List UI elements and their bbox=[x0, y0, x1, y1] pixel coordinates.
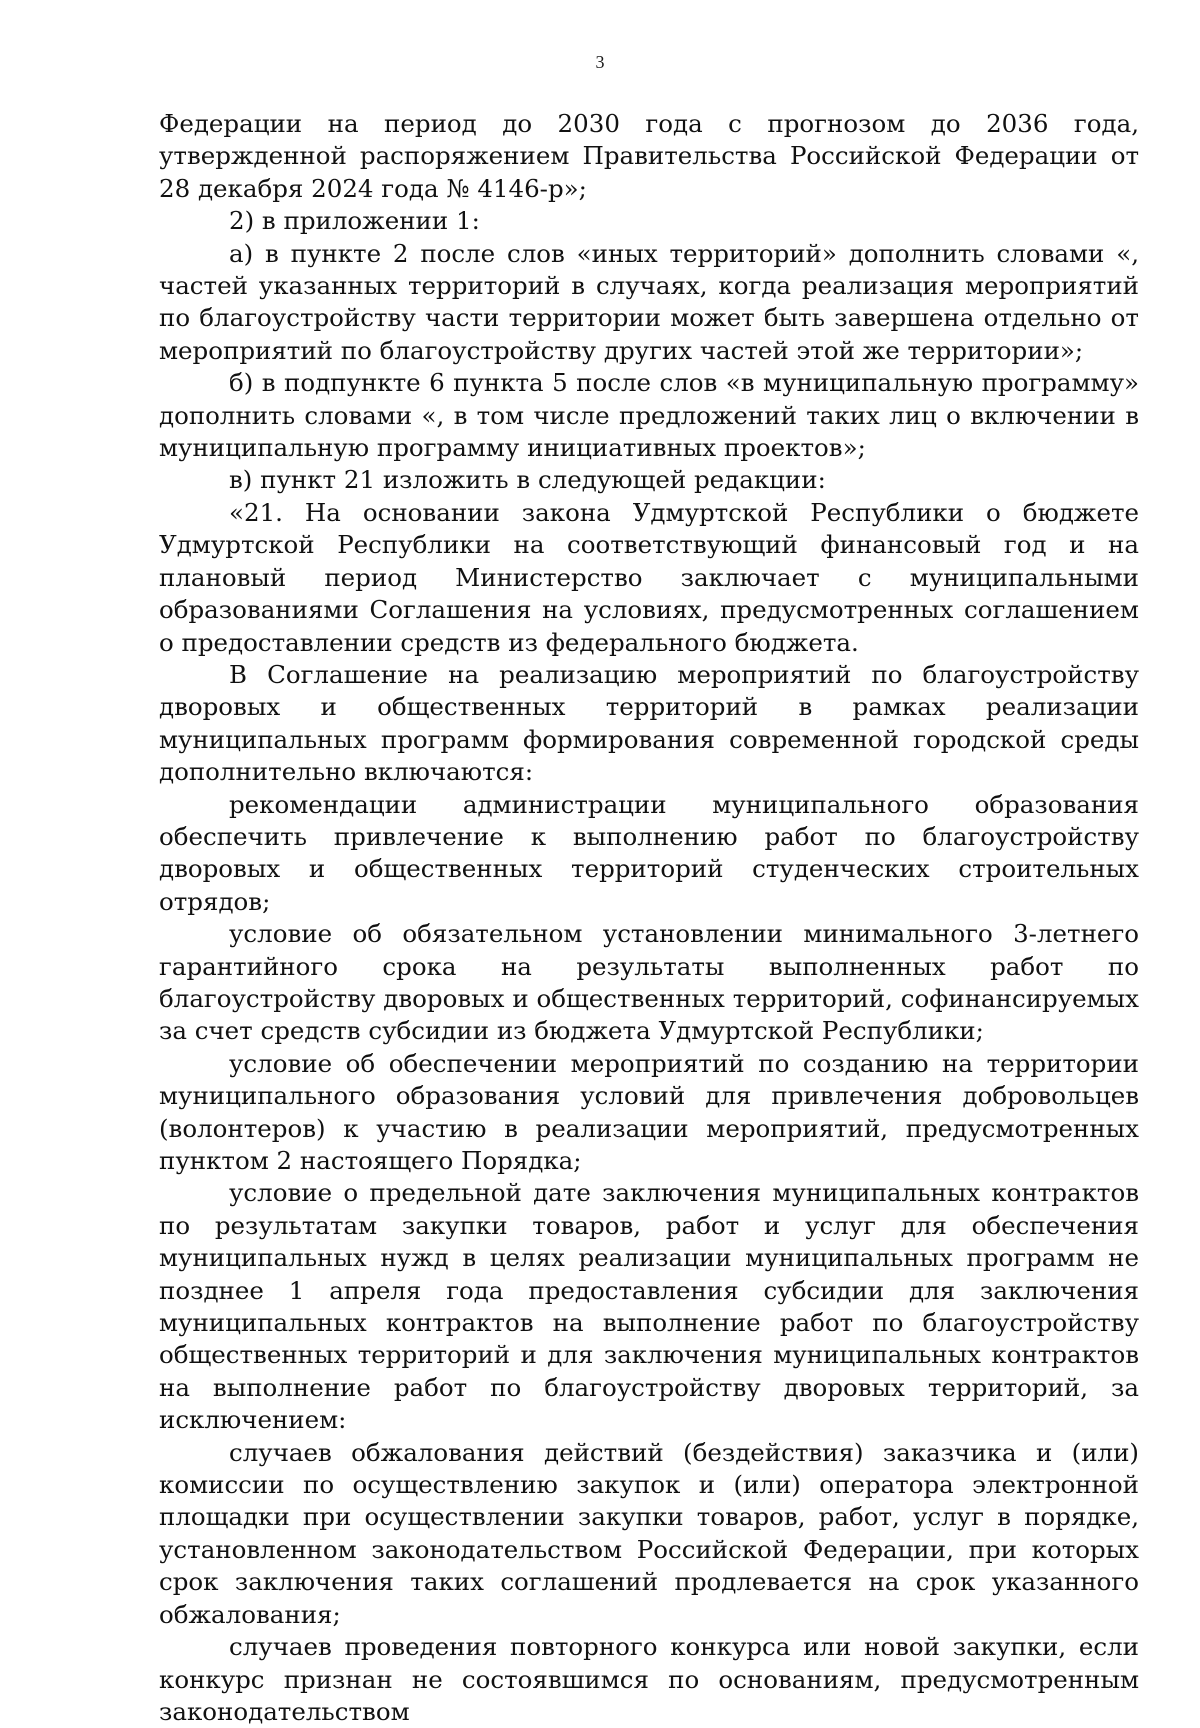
document-body bbox=[159, 108, 1139, 1728]
paragraph-continuation: Федерации на период до 2030 года с прогнозом до 2036 года, утвержденной распоряжением Правительства Российской Федерации от 28 декабря 2024 года № 4146-р»; bbox=[159, 109, 1139, 203]
paragraph-agreement: В Соглашение на реализацию мероприятий по благоустройству дворовых и общественных территорий в рамках реализации муниципальных программ формирования современной городской среды дополнительно включаются: bbox=[159, 659, 1139, 787]
paragraph-subitem-a: а) в пункте 2 после слов «иных территорий» дополнить словами «, частей указанных территорий в случаях, когда реализация мероприятий по благоустройству части территории может быть завершена отдельно от мероприятий по благоустройству других частей этой же территории»; bbox=[159, 238, 1139, 365]
paragraph-appeal-exception: случаев обжалования действий (бездействия) заказчика и (или) комиссии по осуществлению закупок и (или) оператора электронной площадки при осуществлении закупки товаров, работ, услуг в порядке, установленном законодательством Российской Федерации, при которых срок заключения таких соглашений продлевается на срок указанного обжалования; bbox=[159, 1437, 1139, 1629]
paragraph-recommendations: рекомендации администрации муниципального образования обеспечить привлечение к выполнению работ по благоустройству дворовых и общественных территорий студенческих строительных отрядов; bbox=[159, 789, 1139, 916]
paragraph-subitem-b: б) в подпункте 6 пункта 5 после слов «в муниципальную программу» дополнить словами «, в том числе предложений таких лиц о включении в муниципальную программу инициативных проектов»; bbox=[159, 368, 1139, 463]
paragraph-item-2: 2) в приложении 1: bbox=[229, 206, 480, 236]
paragraph-volunteers-condition: условие об обеспечении мероприятий по созданию на территории муниципального образования условий для привлечения добровольцев (волонтеров) к участию в реализации мероприятий, предусмотренных пунктом 2 настоящего Порядка; bbox=[159, 1048, 1139, 1175]
page-number: 3 bbox=[595, 52, 605, 72]
paragraph-repeat-tender-exception: случаев проведения повторного конкурса или новой закупки, если конкурс признан не состоявшимся по основаниям, предусмотренным законодательством bbox=[159, 1632, 1139, 1726]
paragraph-subitem-v: в) пункт 21 изложить в следующей редакции: bbox=[229, 465, 826, 495]
paragraph-point-21: «21. На основании закона Удмуртской Республики о бюджете Удмуртской Республики на соответствующий финансовый год и на плановый период Министерство заключает с муниципальными образованиями Соглашения на условиях, предусмотренных соглашением о предоставлении средств из федерального бюджета. bbox=[159, 497, 1139, 657]
paragraph-warranty-condition: условие об обязательном установлении минимального 3-летнего гарантийного срока на результаты выполненных работ по благоустройству дворовых и общественных территорий, софинансируемых за счет средств субсидии из бюджета Удмуртской Республики; bbox=[159, 919, 1139, 1046]
paragraph-deadline-condition: условие о предельной дате заключения муниципальных контрактов по результатам закупки товаров, работ и услуг для обеспечения муниципальных нужд в целях реализации муниципальных программ не позднее 1 апреля года предоставления субсидии для заключения муниципальных контрактов на выполнение работ по благоустройству общественных территорий и для заключения муниципальных контрактов на выполнение работ по благоустройству дворовых территорий, за исключением: bbox=[159, 1178, 1139, 1435]
